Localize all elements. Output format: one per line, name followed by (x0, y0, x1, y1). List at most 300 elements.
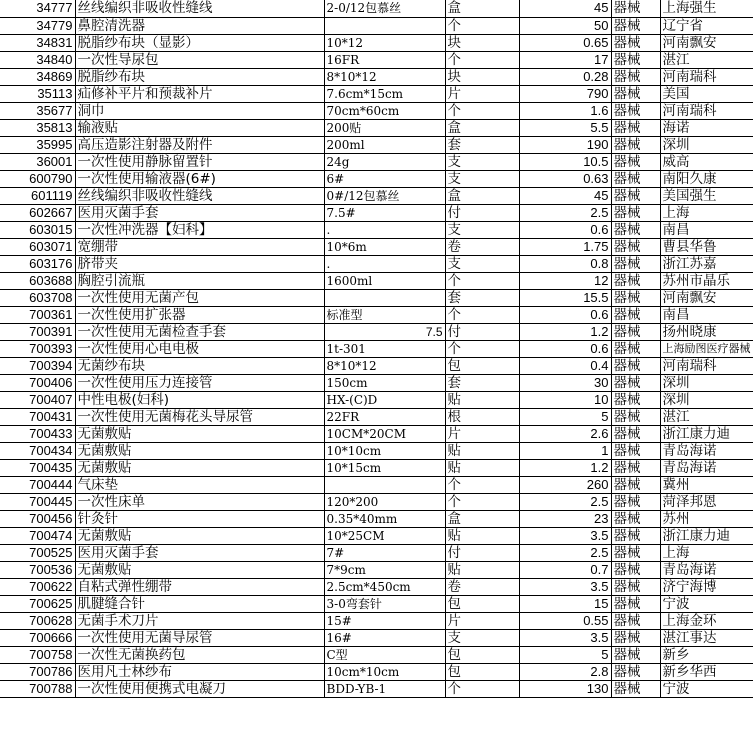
item-category-cell[interactable] (611, 51, 660, 68)
item-code-cell[interactable] (0, 391, 75, 408)
item-name-cell[interactable] (75, 391, 324, 408)
item-unit-cell[interactable] (445, 323, 519, 340)
item-spec-cell[interactable] (324, 425, 445, 442)
item-category-cell[interactable] (611, 289, 660, 306)
item-maker-cell[interactable] (660, 221, 753, 238)
item-category-cell[interactable] (611, 136, 660, 153)
item-maker-cell[interactable] (660, 0, 753, 17)
item-code-cell[interactable] (0, 289, 75, 306)
item-price-cell[interactable] (519, 51, 611, 68)
item-price-cell[interactable] (519, 357, 611, 374)
item-price-cell[interactable] (519, 374, 611, 391)
item-maker-cell[interactable] (660, 391, 753, 408)
item-price-cell[interactable] (519, 102, 611, 119)
item-price-cell[interactable] (519, 578, 611, 595)
item-maker-cell[interactable] (660, 680, 753, 697)
item-price-cell[interactable] (519, 476, 611, 493)
item-unit-cell[interactable] (445, 527, 519, 544)
item-category-cell[interactable] (611, 204, 660, 221)
item-unit-cell[interactable] (445, 187, 519, 204)
item-code-cell[interactable] (0, 238, 75, 255)
item-code-cell[interactable] (0, 510, 75, 527)
item-maker-cell[interactable] (660, 663, 753, 680)
item-category-cell[interactable] (611, 408, 660, 425)
item-name-cell[interactable] (75, 663, 324, 680)
item-maker-cell[interactable] (660, 646, 753, 663)
item-name-cell[interactable] (75, 374, 324, 391)
item-price-cell[interactable] (519, 272, 611, 289)
item-spec-cell[interactable] (324, 34, 445, 51)
item-name-cell[interactable] (75, 646, 324, 663)
item-name-cell[interactable] (75, 102, 324, 119)
item-spec-cell[interactable] (324, 289, 445, 306)
item-code-cell[interactable] (0, 221, 75, 238)
item-maker-cell[interactable] (660, 289, 753, 306)
item-maker-cell[interactable] (660, 629, 753, 646)
item-category-cell[interactable] (611, 255, 660, 272)
item-price-cell[interactable] (519, 17, 611, 34)
item-spec-cell[interactable] (324, 255, 445, 272)
item-unit-cell[interactable] (445, 493, 519, 510)
item-price-cell[interactable] (519, 425, 611, 442)
item-maker-cell[interactable] (660, 578, 753, 595)
item-price-cell[interactable] (519, 561, 611, 578)
item-price-cell[interactable] (519, 204, 611, 221)
item-spec-cell[interactable] (324, 0, 445, 17)
item-spec-cell[interactable] (324, 17, 445, 34)
item-code-cell[interactable] (0, 476, 75, 493)
item-price-cell[interactable] (519, 187, 611, 204)
item-spec-cell[interactable] (324, 374, 445, 391)
item-code-cell[interactable] (0, 374, 75, 391)
item-spec-cell[interactable] (324, 408, 445, 425)
item-maker-cell[interactable] (660, 374, 753, 391)
item-unit-cell[interactable] (445, 204, 519, 221)
item-spec-cell[interactable] (324, 391, 445, 408)
item-price-text: 2.8 (590, 663, 609, 679)
item-maker-cell[interactable] (660, 595, 753, 612)
item-spec-cell[interactable] (324, 663, 445, 680)
item-name-cell[interactable] (75, 153, 324, 170)
item-category-cell[interactable] (611, 442, 660, 459)
item-price-cell[interactable] (519, 595, 611, 612)
item-spec-cell[interactable] (324, 442, 445, 459)
item-price-cell[interactable] (519, 391, 611, 408)
item-name-text: 气床垫 (77, 476, 118, 493)
item-name-cell[interactable] (75, 204, 324, 221)
item-code-cell[interactable] (0, 340, 75, 357)
item-maker-text: 济宁海博 (662, 578, 717, 595)
item-name-cell[interactable] (75, 34, 324, 51)
item-spec-cell[interactable] (324, 459, 445, 476)
item-name-cell[interactable] (75, 578, 324, 595)
item-spec-cell[interactable] (324, 272, 445, 289)
item-category-cell[interactable] (611, 306, 660, 323)
item-spec-cell[interactable] (324, 629, 445, 646)
item-code-cell[interactable] (0, 102, 75, 119)
item-code-cell[interactable] (0, 578, 75, 595)
item-price-cell[interactable] (519, 612, 611, 629)
item-category-cell[interactable] (611, 680, 660, 697)
item-price-cell[interactable] (519, 323, 611, 340)
item-maker-cell[interactable] (660, 34, 753, 51)
item-maker-cell[interactable] (660, 408, 753, 425)
item-unit-cell[interactable] (445, 646, 519, 663)
item-unit-cell[interactable] (445, 0, 519, 17)
item-maker-cell[interactable] (660, 85, 753, 102)
item-name-cell[interactable] (75, 612, 324, 629)
item-price-cell[interactable] (519, 119, 611, 136)
item-name-cell[interactable] (75, 561, 324, 578)
item-spec-cell[interactable] (324, 306, 445, 323)
item-category-cell[interactable] (611, 34, 660, 51)
item-price-cell[interactable] (519, 0, 611, 17)
item-name-cell[interactable] (75, 323, 324, 340)
item-price-cell[interactable] (519, 136, 611, 153)
item-spec-cell[interactable] (324, 476, 445, 493)
item-category-cell[interactable] (611, 170, 660, 187)
item-maker-cell[interactable] (660, 527, 753, 544)
item-unit-cell[interactable] (445, 34, 519, 51)
item-spec-cell[interactable] (324, 510, 445, 527)
item-category-cell[interactable] (611, 646, 660, 663)
item-name-cell[interactable] (75, 51, 324, 68)
item-code-cell[interactable] (0, 306, 75, 323)
item-unit-cell[interactable] (445, 306, 519, 323)
item-name-cell[interactable] (75, 221, 324, 238)
item-maker-cell[interactable] (660, 510, 753, 527)
item-spec-cell[interactable] (324, 187, 445, 204)
item-category-cell[interactable] (611, 272, 660, 289)
item-code-cell[interactable] (0, 0, 75, 17)
item-category-cell[interactable] (611, 391, 660, 408)
item-maker-cell[interactable] (660, 102, 753, 119)
item-maker-cell[interactable] (660, 459, 753, 476)
item-code-cell[interactable] (0, 204, 75, 221)
item-name-cell[interactable] (75, 459, 324, 476)
item-spec-cell[interactable] (324, 221, 445, 238)
item-maker-cell[interactable] (660, 561, 753, 578)
item-maker-cell[interactable] (660, 119, 753, 136)
item-maker-cell[interactable] (660, 340, 753, 357)
item-name-cell[interactable] (75, 289, 324, 306)
item-name-cell[interactable] (75, 255, 324, 272)
item-name-cell[interactable] (75, 272, 324, 289)
item-category-cell[interactable] (611, 340, 660, 357)
item-category-cell[interactable] (611, 102, 660, 119)
item-spec-cell[interactable] (324, 578, 445, 595)
item-price-cell[interactable] (519, 663, 611, 680)
item-unit-cell[interactable] (445, 119, 519, 136)
item-unit-cell[interactable] (445, 102, 519, 119)
item-category-cell[interactable] (611, 578, 660, 595)
item-unit-cell[interactable] (445, 408, 519, 425)
item-code-cell[interactable] (0, 425, 75, 442)
item-maker-cell[interactable] (660, 544, 753, 561)
item-name-cell[interactable] (75, 238, 324, 255)
item-code-cell[interactable] (0, 153, 75, 170)
item-maker-cell[interactable] (660, 272, 753, 289)
item-maker-cell[interactable] (660, 136, 753, 153)
item-maker-cell[interactable] (660, 51, 753, 68)
item-unit-cell[interactable] (445, 612, 519, 629)
item-maker-cell[interactable] (660, 17, 753, 34)
item-maker-text: 宁波 (662, 680, 690, 697)
item-name-cell[interactable] (75, 544, 324, 561)
item-maker-cell[interactable] (660, 306, 753, 323)
item-unit-cell[interactable] (445, 663, 519, 680)
item-code-cell[interactable] (0, 17, 75, 34)
item-code-cell[interactable] (0, 68, 75, 85)
item-unit-cell[interactable] (445, 680, 519, 697)
item-code-cell[interactable] (0, 646, 75, 663)
item-category-cell[interactable] (611, 527, 660, 544)
item-category-cell[interactable] (611, 544, 660, 561)
item-spec-cell[interactable] (324, 340, 445, 357)
item-price-cell[interactable] (519, 629, 611, 646)
item-unit-cell[interactable] (445, 510, 519, 527)
item-price-cell[interactable] (519, 459, 611, 476)
item-unit-cell[interactable] (445, 425, 519, 442)
item-maker-cell[interactable] (660, 476, 753, 493)
item-maker-cell[interactable] (660, 238, 753, 255)
item-name-cell[interactable] (75, 187, 324, 204)
item-unit-cell[interactable] (445, 272, 519, 289)
item-category-cell[interactable] (611, 374, 660, 391)
item-maker-cell[interactable] (660, 357, 753, 374)
item-code-cell[interactable] (0, 595, 75, 612)
item-spec-cell[interactable] (324, 646, 445, 663)
item-price-cell[interactable] (519, 289, 611, 306)
item-spec-cell[interactable] (324, 612, 445, 629)
item-category-cell[interactable] (611, 510, 660, 527)
item-spec-cell[interactable] (324, 68, 445, 85)
item-code-cell[interactable] (0, 323, 75, 340)
item-spec-text: HX-(C)D (326, 392, 378, 407)
item-code-cell[interactable] (0, 136, 75, 153)
item-spec-cell[interactable] (324, 136, 445, 153)
table-row (0, 612, 753, 629)
item-name-cell[interactable] (75, 680, 324, 697)
item-spec-cell[interactable] (324, 544, 445, 561)
item-category-cell[interactable] (611, 425, 660, 442)
item-unit-cell[interactable] (445, 357, 519, 374)
item-code-cell[interactable] (0, 544, 75, 561)
item-price-cell[interactable] (519, 255, 611, 272)
item-unit-cell[interactable] (445, 85, 519, 102)
item-code-cell[interactable] (0, 85, 75, 102)
item-name-cell[interactable] (75, 136, 324, 153)
item-unit-text: 片 (447, 85, 461, 102)
item-name-cell[interactable] (75, 306, 324, 323)
item-price-cell[interactable] (519, 85, 611, 102)
item-maker-cell[interactable] (660, 153, 753, 170)
item-code-cell[interactable] (0, 629, 75, 646)
item-code-cell[interactable] (0, 408, 75, 425)
item-name-text: 高压造影注射器及附件 (77, 136, 213, 153)
item-unit-cell[interactable] (445, 340, 519, 357)
item-price-cell[interactable] (519, 442, 611, 459)
item-maker-cell[interactable] (660, 170, 753, 187)
item-category-cell[interactable] (611, 612, 660, 629)
item-price-cell[interactable] (519, 153, 611, 170)
item-category-cell[interactable] (611, 187, 660, 204)
item-unit-cell[interactable] (445, 170, 519, 187)
item-code-cell[interactable] (0, 357, 75, 374)
item-name-cell[interactable] (75, 493, 324, 510)
item-code-cell[interactable] (0, 187, 75, 204)
item-name-cell[interactable] (75, 85, 324, 102)
item-spec-cell[interactable] (324, 204, 445, 221)
item-code-cell[interactable] (0, 442, 75, 459)
item-category-cell[interactable] (611, 561, 660, 578)
item-code-cell[interactable] (0, 663, 75, 680)
item-name-text: 一次性使用无菌梅花头导尿管 (77, 408, 253, 425)
item-category-cell[interactable] (611, 595, 660, 612)
item-name-cell[interactable] (75, 425, 324, 442)
item-category-cell[interactable] (611, 493, 660, 510)
item-spec-cell[interactable] (324, 153, 445, 170)
item-unit-cell[interactable] (445, 51, 519, 68)
item-spec-cell[interactable] (324, 51, 445, 68)
item-price-cell[interactable] (519, 408, 611, 425)
item-category-cell[interactable] (611, 323, 660, 340)
item-name-cell[interactable] (75, 340, 324, 357)
item-spec-cell[interactable] (324, 102, 445, 119)
item-category-cell[interactable] (611, 17, 660, 34)
item-category-cell[interactable] (611, 476, 660, 493)
item-category-cell[interactable] (611, 629, 660, 646)
item-unit-cell[interactable] (445, 561, 519, 578)
item-name-cell[interactable] (75, 476, 324, 493)
item-unit-cell[interactable] (445, 595, 519, 612)
item-name-cell[interactable] (75, 357, 324, 374)
item-name-cell[interactable] (75, 408, 324, 425)
item-unit-cell[interactable] (445, 476, 519, 493)
item-maker-cell[interactable] (660, 187, 753, 204)
item-code-cell[interactable] (0, 561, 75, 578)
item-name-text: 胸腔引流瓶 (77, 272, 145, 289)
item-price-cell[interactable] (519, 306, 611, 323)
item-category-cell[interactable] (611, 68, 660, 85)
item-name-cell[interactable] (75, 510, 324, 527)
item-price-cell[interactable] (519, 340, 611, 357)
item-unit-cell[interactable] (445, 442, 519, 459)
item-category-cell[interactable] (611, 153, 660, 170)
item-category-cell[interactable] (611, 0, 660, 17)
item-maker-cell[interactable] (660, 323, 753, 340)
item-price-cell[interactable] (519, 238, 611, 255)
item-spec-cell[interactable] (324, 170, 445, 187)
item-spec-cell[interactable] (324, 238, 445, 255)
item-name-cell[interactable] (75, 119, 324, 136)
item-price-cell[interactable] (519, 680, 611, 697)
item-unit-cell[interactable] (445, 544, 519, 561)
item-unit-cell[interactable] (445, 629, 519, 646)
item-name-cell[interactable] (75, 595, 324, 612)
item-name-cell[interactable] (75, 629, 324, 646)
item-price-cell[interactable] (519, 68, 611, 85)
item-spec-text: 7# (326, 545, 345, 560)
item-category-cell[interactable] (611, 357, 660, 374)
item-unit-cell[interactable] (445, 255, 519, 272)
item-unit-cell[interactable] (445, 68, 519, 85)
item-spec-text: . (326, 222, 331, 237)
item-spec-cell[interactable] (324, 493, 445, 510)
item-price-cell[interactable] (519, 493, 611, 510)
item-spec-cell[interactable] (324, 561, 445, 578)
item-category-cell[interactable] (611, 238, 660, 255)
item-maker-cell[interactable] (660, 425, 753, 442)
item-category-cell[interactable] (611, 663, 660, 680)
item-name-cell[interactable] (75, 17, 324, 34)
item-unit-cell[interactable] (445, 153, 519, 170)
item-unit-cell[interactable] (445, 17, 519, 34)
item-unit-cell[interactable] (445, 238, 519, 255)
item-price-cell[interactable] (519, 510, 611, 527)
item-maker-cell[interactable] (660, 68, 753, 85)
item-maker-cell[interactable] (660, 255, 753, 272)
item-maker-cell[interactable] (660, 204, 753, 221)
item-category-cell[interactable] (611, 459, 660, 476)
item-unit-cell[interactable] (445, 459, 519, 476)
item-name-cell[interactable] (75, 68, 324, 85)
item-name-cell[interactable] (75, 442, 324, 459)
item-price-cell[interactable] (519, 527, 611, 544)
item-code-cell[interactable] (0, 272, 75, 289)
item-maker-cell[interactable] (660, 493, 753, 510)
item-spec-cell[interactable] (324, 323, 445, 340)
item-spec-cell[interactable] (324, 357, 445, 374)
item-unit-cell[interactable] (445, 289, 519, 306)
item-name-cell[interactable] (75, 0, 324, 17)
item-name-cell[interactable] (75, 527, 324, 544)
item-unit-cell[interactable] (445, 578, 519, 595)
item-price-cell[interactable] (519, 544, 611, 561)
item-code-cell[interactable] (0, 34, 75, 51)
item-price-cell[interactable] (519, 221, 611, 238)
item-code-text: 700406 (29, 374, 73, 390)
item-unit-cell[interactable] (445, 136, 519, 153)
item-code-cell[interactable] (0, 255, 75, 272)
item-price-cell[interactable] (519, 646, 611, 663)
item-spec-cell[interactable] (324, 85, 445, 102)
item-price-cell[interactable] (519, 170, 611, 187)
item-maker-cell[interactable] (660, 442, 753, 459)
item-code-cell[interactable] (0, 119, 75, 136)
item-category-cell[interactable] (611, 85, 660, 102)
item-name-cell[interactable] (75, 170, 324, 187)
item-code-cell[interactable] (0, 51, 75, 68)
item-unit-cell[interactable] (445, 391, 519, 408)
item-spec-cell[interactable] (324, 595, 445, 612)
item-spec-cell[interactable] (324, 119, 445, 136)
item-code-cell[interactable] (0, 170, 75, 187)
item-code-cell[interactable] (0, 612, 75, 629)
item-code-cell[interactable] (0, 680, 75, 697)
item-spec-cell[interactable] (324, 527, 445, 544)
item-unit-cell[interactable] (445, 221, 519, 238)
item-spec-cell[interactable] (324, 680, 445, 697)
item-price-cell[interactable] (519, 34, 611, 51)
item-code-cell[interactable] (0, 459, 75, 476)
item-category-cell[interactable] (611, 119, 660, 136)
item-unit-cell[interactable] (445, 374, 519, 391)
item-maker-cell[interactable] (660, 612, 753, 629)
item-code-cell[interactable] (0, 527, 75, 544)
item-code-cell[interactable] (0, 493, 75, 510)
item-category-cell[interactable] (611, 221, 660, 238)
